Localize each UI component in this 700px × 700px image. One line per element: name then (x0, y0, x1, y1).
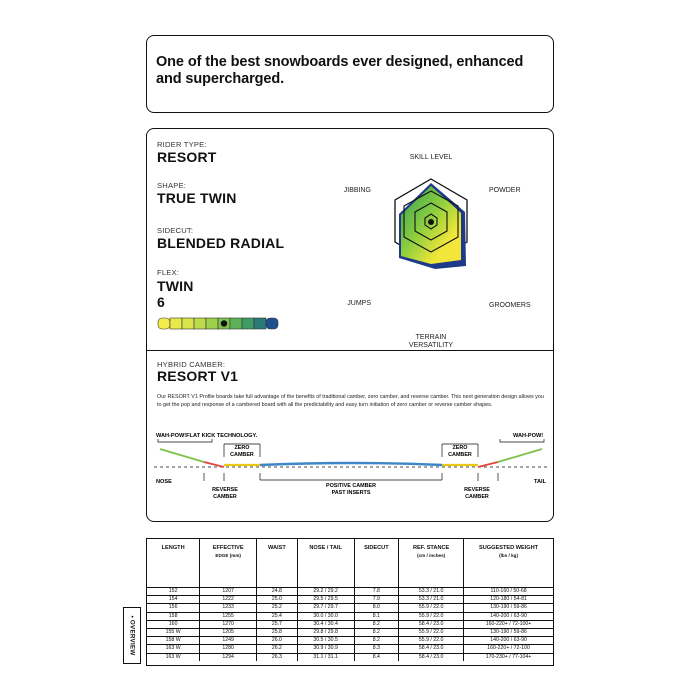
table-cell: 31.1 / 31.1 (297, 653, 354, 661)
table-row (147, 628, 553, 636)
table-cell: 158 (147, 612, 200, 620)
table-cell: 24.8 (257, 588, 298, 596)
table-cell: 152 (147, 588, 200, 596)
label-zero-camber-tail-1: ZERO (452, 445, 468, 451)
table-cell: 1207 (200, 588, 257, 596)
section-divider (147, 350, 553, 351)
shape-value: TRUE TWIN (157, 190, 237, 206)
table-cell: 53.3 / 21.0 (399, 588, 464, 596)
flex-scale-cell (158, 318, 170, 329)
table-cell: 154 (147, 596, 200, 604)
table-cell: 158 W (147, 637, 200, 645)
flex-scale-cell (206, 318, 218, 329)
table-cell: 29.7 / 29.7 (297, 604, 354, 612)
table-cell: 170-230+ / 77-104+ (485, 653, 532, 660)
sidecut-label: SIDECUT: (157, 226, 194, 235)
size-chart (146, 538, 554, 666)
table-cell: 8.2 (354, 637, 399, 645)
table-cell: 1249 (200, 637, 257, 645)
table-cell: 7.9 (354, 596, 399, 604)
table-cell: 160 (147, 620, 200, 628)
table-cell: 120-180 / 54-81 (464, 596, 553, 604)
table-cell: 156 (147, 604, 200, 612)
column-header-line: NOSE / TAIL (309, 545, 342, 551)
label-zero-camber-nose-2: CAMBER (230, 452, 254, 458)
table-row (147, 637, 553, 645)
table-cell: 8.3 (354, 645, 399, 653)
label-wah-pow: WAH-POW! (513, 433, 544, 439)
table-row (147, 588, 553, 596)
nose-reverse-line (204, 462, 224, 467)
table-cell: 25.7 (257, 620, 298, 628)
table-cell: 30.5 / 30.5 (297, 637, 354, 645)
column-header (257, 539, 298, 588)
radar-axis-jibbing: JIBBING (343, 187, 371, 194)
tagline-panel (146, 35, 554, 113)
table-cell: 8.4 (354, 653, 399, 661)
table-cell: 130-190 / 59-86 (464, 628, 553, 636)
table-cell: 1233 (200, 604, 257, 612)
table-row (147, 612, 553, 620)
rider-type-label: RIDER TYPE: (157, 140, 207, 149)
overview-tab-label: • OVERVIEW (128, 615, 136, 656)
column-header-line: REF. STANCE (413, 545, 450, 551)
table-cell: 30.0 / 30.0 (297, 612, 354, 620)
table-cell: 1222 (200, 596, 257, 604)
label-reverse-camber-nose-1: REVERSE (212, 487, 238, 493)
column-header-line: LENGTH (161, 545, 185, 551)
flex-scale-cell (182, 318, 194, 329)
label-zero-camber-tail-2: CAMBER (448, 452, 472, 458)
tagline: One of the best snowboards ever designed, enhanced and supercharged. (156, 54, 524, 87)
table-cell: 25.2 (257, 604, 298, 612)
radar-axis-skill-level: SKILL LEVEL (409, 154, 453, 161)
positive-camber-line (260, 463, 442, 465)
radar-center-dot (428, 219, 434, 225)
ride-radar-chart (327, 144, 552, 349)
flex-scale-cell (170, 318, 182, 329)
table-cell: 58.4 / 23.0 (399, 653, 464, 661)
flex-scale-cell (266, 318, 278, 329)
flex-value: TWIN (157, 278, 194, 294)
flex-scale-cell (242, 318, 254, 329)
column-header (147, 539, 200, 588)
table-cell: 110-160 / 50-68 (464, 588, 553, 596)
table-cell: 160-220+ / 72-100 (464, 645, 553, 653)
table-cell: 8.0 (354, 604, 399, 612)
label-zero-camber-nose-1: ZERO (234, 445, 250, 451)
table-cell: 130-190 / 59-86 (464, 604, 553, 612)
table-row (147, 620, 553, 628)
tail-kick-line (498, 449, 542, 462)
table-cell: 8.2 (354, 620, 399, 628)
table-cell: 58.4 / 23.0 (399, 645, 464, 653)
column-header-line: SUGGESTED WEIGHT (479, 545, 539, 551)
table-row (147, 604, 553, 612)
radar-axis-terrain-1: TERRAIN (415, 334, 447, 341)
table-cell: 29.8 / 29.8 (297, 628, 354, 636)
table-cell: 1270 (200, 620, 257, 628)
camber-description: Our RESORT V1 Profile boards take full advantage of the benefits of traditional camber, zero camber, and reverse camber. This next generation design allows you to get the pop and response of a cambered board with all the predictability and easy turn initiation of zero camber or reverse camber shapes. (157, 394, 544, 408)
column-header-line: (cm / inches) (417, 553, 446, 558)
label-positive-camber-2: PAST INSERTS (331, 490, 371, 496)
table-cell: 25.4 (257, 612, 298, 620)
label-nose: NOSE (156, 479, 172, 485)
table-row (147, 645, 553, 653)
table-cell: 8.1 (354, 612, 399, 620)
label-reverse-camber-nose-2: CAMBER (213, 494, 237, 500)
table-cell: 25.0 (257, 596, 298, 604)
table-cell: 30.4 / 30.4 (297, 620, 354, 628)
table-cell: 55.9 / 22.0 (399, 628, 464, 636)
table-cell: 1205 (200, 628, 257, 636)
table-cell: 140-200 / 63-90 (464, 637, 553, 645)
table-cell: 163 W (147, 645, 200, 653)
column-header (464, 539, 553, 588)
table-row (147, 653, 553, 661)
label-tail: TAIL (533, 479, 546, 485)
radar-axis-powder: POWDER (489, 187, 521, 194)
flex-rating: 6 (157, 294, 165, 310)
table-cell: 55.9 / 22.0 (399, 637, 464, 645)
flex-label: FLEX: (157, 268, 180, 277)
radar-axis-terrain-2: VERSATILITY (408, 342, 454, 349)
column-header (399, 539, 464, 588)
column-header-line: EFFECTIVE (212, 545, 244, 551)
size-table (147, 539, 553, 661)
table-cell: 55.9 / 22.0 (399, 612, 464, 620)
flex-scale-cell (230, 318, 242, 329)
table-cell: 26.3 (257, 653, 298, 661)
flex-scale-cell (254, 318, 266, 329)
label-wah-pow-flat-kick: WAH-POW!FLAT KICK TECHNOLOGY. (156, 433, 258, 439)
sidecut-value: BLENDED RADIAL (157, 235, 285, 251)
table-cell: 29.5 / 29.5 (297, 596, 354, 604)
table-cell: 8.2 (354, 628, 399, 636)
table-cell: 155 W (147, 628, 200, 636)
table-cell: 58.4 / 23.0 (399, 620, 464, 628)
table-cell: 26.2 (257, 645, 298, 653)
nose-kick-line (160, 449, 204, 462)
column-header-line: WAIST (268, 545, 286, 551)
overview-tab[interactable] (123, 607, 141, 664)
table-cell: 25.8 (257, 628, 298, 636)
table-cell: 55.9 / 22.0 (399, 604, 464, 612)
table-cell: 1280 (200, 645, 257, 653)
column-header (354, 539, 399, 588)
table-cell: 140-200 / 63-90 (464, 612, 553, 620)
shape-label: SHAPE: (157, 181, 187, 190)
table-cell: 29.2 / 29.2 (297, 588, 354, 596)
tail-reverse-line (478, 462, 498, 467)
camber-profile-diagram (152, 427, 550, 509)
flex-scale (157, 317, 282, 331)
spec-panel (146, 128, 554, 522)
rider-type-value: RESORT (157, 149, 217, 165)
flex-rating-marker (221, 320, 227, 326)
radar-axis-jumps: JUMPS (347, 300, 371, 307)
column-header-line: SIDECUT (364, 545, 389, 551)
column-header (200, 539, 257, 588)
camber-label: HYBRID CAMBER: (157, 360, 226, 369)
label-positive-camber-1: POSITIVE CAMBER (325, 483, 377, 489)
column-header-line: EDGE (mm) (215, 553, 241, 558)
table-cell: 53.3 / 21.0 (399, 596, 464, 604)
table-cell: 160-220+ / 72-100+ (464, 620, 553, 628)
column-header (297, 539, 354, 588)
column-header-line: (lbs / kg) (499, 553, 518, 558)
label-reverse-camber-tail-2: CAMBER (465, 494, 489, 500)
table-row (147, 596, 553, 604)
table-cell: 1255 (200, 612, 257, 620)
radar-axis-groomers: GROOMERS (489, 302, 531, 309)
camber-value: RESORT V1 (157, 368, 239, 384)
label-reverse-camber-tail-1: REVERSE (464, 487, 490, 493)
table-cell: 1294 (200, 653, 257, 661)
table-cell: 7.8 (354, 588, 399, 596)
flex-scale-cell (194, 318, 206, 329)
table-cell: 163 W (147, 653, 200, 661)
table-cell: 30.9 / 30.9 (297, 645, 354, 653)
table-cell: 26.0 (257, 637, 298, 645)
